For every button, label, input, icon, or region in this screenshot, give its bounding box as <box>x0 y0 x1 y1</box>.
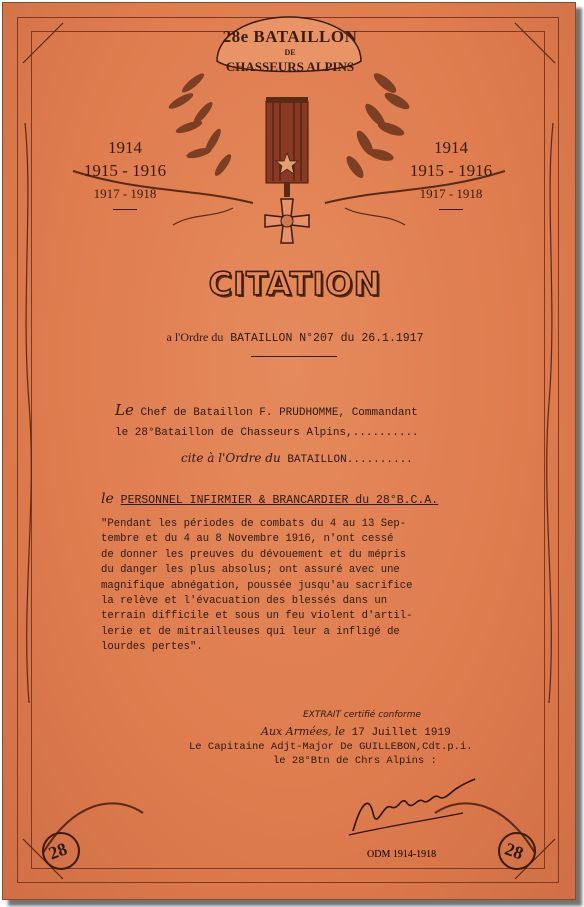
years-1915-1916: 1915 - 1916 <box>83 161 167 180</box>
citation-line: de donner les preuves du dévouement et du mépris <box>101 548 407 561</box>
handwritten-signature <box>343 773 483 843</box>
citation-text <box>101 517 501 656</box>
cite-prefix: cite à l'Ordre du <box>181 451 281 465</box>
citation-document <box>2 2 576 900</box>
odm-overlay-label: ODM 1914-1918 <box>367 849 437 860</box>
battalion-banner <box>221 21 359 83</box>
intro-le: Le <box>115 401 134 419</box>
cite-value: BATAILLON <box>287 454 347 466</box>
citation-line: lerie et de mitrailleuses qui leur a infligé de <box>101 625 400 638</box>
citation-line: tembre et du 4 au 8 Novembre 1916, n'ont cessé <box>101 533 394 546</box>
medallion-right: 28 <box>502 838 527 864</box>
recipient-prefix: le <box>101 491 114 507</box>
years-right <box>391 137 511 210</box>
battalion-de: DE <box>284 48 296 57</box>
battalion-unit: CHASSEURS ALPINS <box>225 59 355 74</box>
separator-line <box>251 356 337 357</box>
intro-commander: Chef de Bataillon F. PRUDHOMME, Commandant <box>140 407 418 419</box>
intro-line-2: le 28°Bataillon de Chasseurs Alpins,.......... <box>115 427 419 439</box>
signer-line-1: Le Capitaine Adjt-Major De GUILLEBON,Cdt.p.i. <box>189 741 473 753</box>
date-value: 17 Juillet 1919 <box>351 727 451 739</box>
order-prefix: a l'Ordre du <box>166 330 224 344</box>
years-1917-1918: 1917 - 1918 <box>419 186 483 201</box>
intro-line-1 <box>115 401 418 419</box>
years-1915-1916: 1915 - 1916 <box>409 161 493 180</box>
citation-line: la relève et l'évacuation des blessés dans un <box>101 595 388 608</box>
battalion-number: 28e BATAILLON <box>222 27 358 46</box>
year-1914: 1914 <box>434 138 468 157</box>
year-1914: 1914 <box>108 138 142 157</box>
signer-line-2: le 28°Btn de Chrs Alpins : <box>273 755 437 767</box>
years-1917-1918: 1917 - 1918 <box>93 186 157 201</box>
date-line <box>261 725 451 739</box>
citation-line: du danger les plus absolus; ont assuré avec une <box>101 564 400 577</box>
citation-line: lourdes pertes". <box>101 641 203 654</box>
date-prefix: Aux Armées, le <box>261 725 346 738</box>
recipient-name: PERSONNEL INFIRMIER & BRANCARDIER du 28°B.C.A. <box>120 494 439 507</box>
citation-line: terrain difficile et sous un feu violent d'artil- <box>101 610 413 623</box>
extrait-label: EXTRAIT certifié conforme <box>303 710 422 720</box>
medallion-left: 28 <box>45 838 70 864</box>
citation-line: magnifique abnégation, poussée jusqu'au sacrifice <box>101 579 413 592</box>
order-text: BATAILLON N°207 du 26.1.1917 <box>230 332 424 345</box>
recipient-line <box>101 491 438 507</box>
citation-line: "Pendant les périodes de combats du 4 au 13 Sep- <box>101 518 407 530</box>
order-line <box>3 330 584 345</box>
intro-battalion: le 28°Bataillon de Chasseurs Alpins, <box>115 427 353 439</box>
intro-line-3: cite à l'Ordre du BATAILLON.......... <box>181 451 413 466</box>
document-title: CITATION <box>208 265 382 303</box>
years-left <box>65 137 185 210</box>
